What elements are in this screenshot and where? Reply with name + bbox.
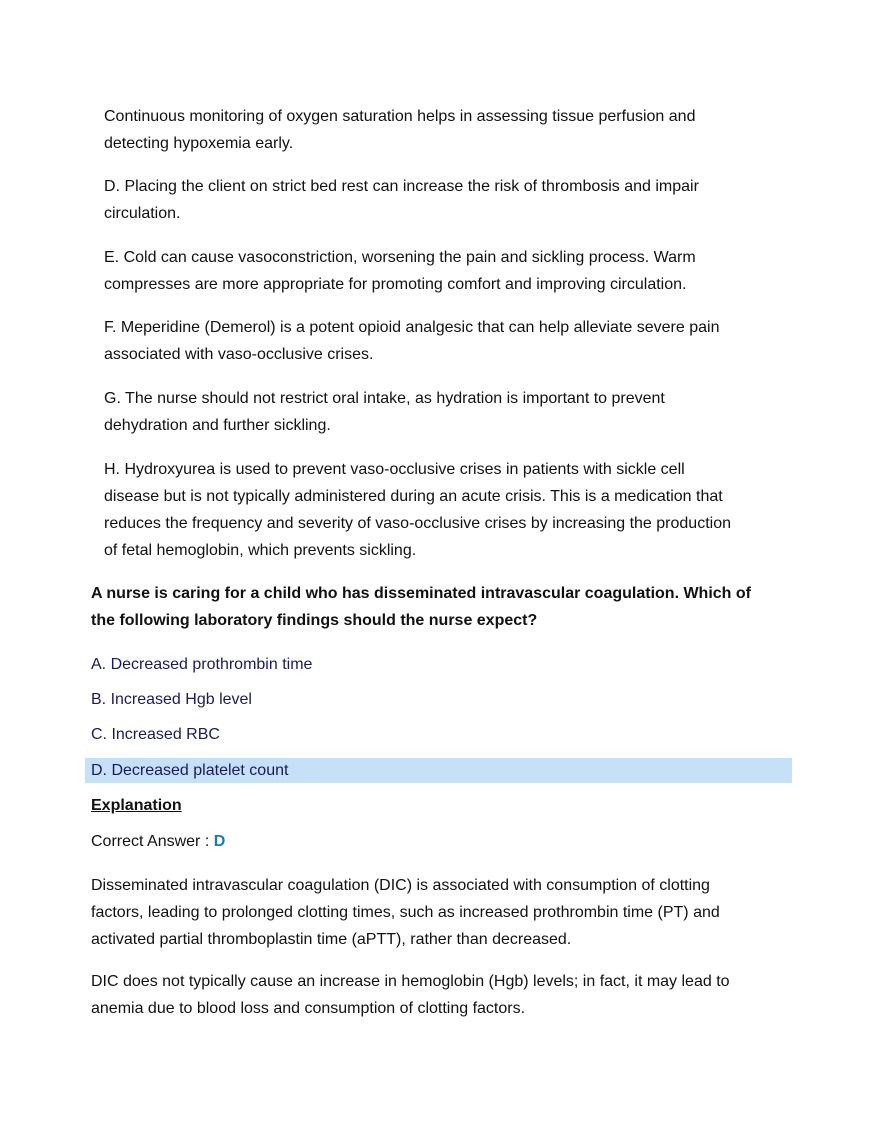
text-line: E. Cold can cause vasoconstriction, worsening the pain and sickling process. Warm — [104, 249, 696, 266]
option-b[interactable]: B. Increased Hgb level — [91, 691, 252, 708]
text-line: dehydration and further sickling. — [104, 417, 331, 434]
text-line: G. The nurse should not restrict oral intake, as hydration is important to prevent — [104, 390, 665, 407]
correct-answer — [91, 829, 225, 854]
explanation-paragraph — [91, 872, 811, 953]
text-line: factors, leading to prolonged clotting times, such as increased prothrombin time (PT) and — [91, 904, 720, 921]
option-d-selected[interactable]: D. Decreased platelet count — [85, 758, 792, 783]
text-line: Continuous monitoring of oxygen saturation helps in assessing tissue perfusion and — [104, 108, 696, 125]
explanation-heading: Explanation — [91, 797, 182, 814]
text-line: disease but is not typically administered during an acute crisis. This is a medication that — [104, 488, 723, 505]
text-line: compresses are more appropriate for promoting comfort and improving circulation. — [104, 276, 687, 293]
rationale-paragraph — [104, 103, 824, 157]
rationale-paragraph-e — [104, 244, 824, 298]
text-line: D. Placing the client on strict bed rest can increase the risk of thrombosis and impair — [104, 178, 699, 195]
correct-answer-letter: D — [213, 833, 226, 850]
text-line: H. Hydroxyurea is used to prevent vaso-occlusive crises in patients with sickle cell — [104, 461, 685, 478]
text-line: of fetal hemoglobin, which prevents sickling. — [104, 542, 417, 559]
option-a[interactable]: A. Decreased prothrombin time — [91, 656, 313, 673]
rationale-paragraph-f — [104, 314, 824, 368]
text-line: DIC does not typically cause an increase in hemoglobin (Hgb) levels; in fact, it may lead to — [91, 973, 730, 990]
text-line: A nurse is caring for a child who has disseminated intravascular coagulation. Which of — [91, 585, 751, 602]
text-line: circulation. — [104, 205, 181, 222]
text-line: detecting hypoxemia early. — [104, 135, 294, 152]
text-line: Disseminated intravascular coagulation (DIC) is associated with consumption of clotting — [91, 877, 710, 894]
text-line: associated with vaso-occlusive crises. — [104, 346, 374, 363]
rationale-paragraph-h — [104, 456, 824, 564]
correct-answer-label: Correct Answer : — [91, 833, 210, 850]
rationale-paragraph-d — [104, 173, 824, 227]
text-line: anemia due to blood loss and consumption of clotting factors. — [91, 1000, 526, 1017]
text-line: activated partial thromboplastin time (aPTT), rather than decreased. — [91, 931, 572, 948]
explanation-paragraph — [91, 968, 811, 1022]
text-line: reduces the frequency and severity of vaso-occlusive crises by increasing the production — [104, 515, 731, 532]
option-c[interactable]: C. Increased RBC — [91, 726, 220, 743]
text-line: the following laboratory findings should the nurse expect? — [91, 612, 538, 629]
text-line: F. Meperidine (Demerol) is a potent opioid analgesic that can help alleviate severe pain — [104, 319, 720, 336]
rationale-paragraph-g — [104, 385, 824, 439]
question-text — [91, 580, 811, 634]
